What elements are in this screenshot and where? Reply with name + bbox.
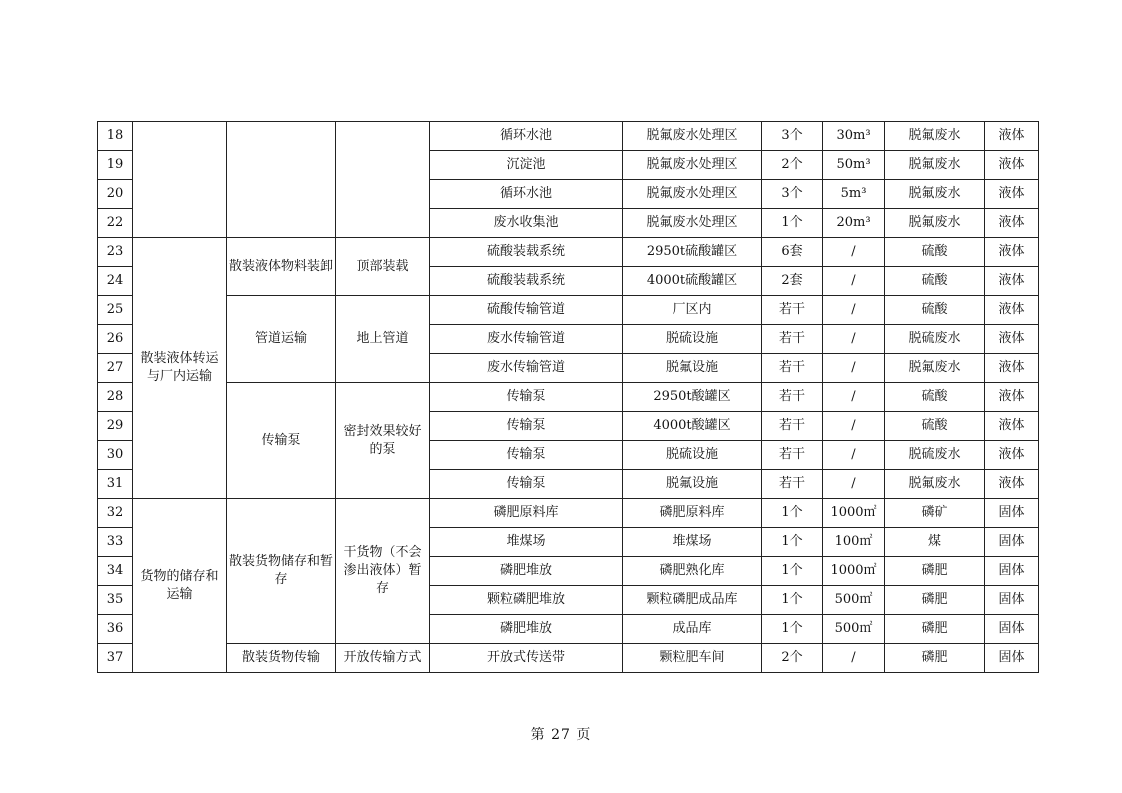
quantity-cell: 1个 (762, 499, 823, 528)
row-number: 31 (98, 470, 133, 499)
facility-cell: 硫酸装载系统 (430, 267, 623, 296)
material-cell: 硫酸 (885, 412, 985, 441)
quantity-cell: 若干 (762, 296, 823, 325)
subcategory-cell: 散装液体物料装卸 (227, 238, 336, 296)
size-cell: / (823, 644, 885, 673)
facility-cell: 颗粒磷肥堆放 (430, 586, 623, 615)
location-cell: 脱氟废水处理区 (623, 209, 762, 238)
row-number: 22 (98, 209, 133, 238)
quantity-cell: 2个 (762, 644, 823, 673)
facility-cell: 磷肥原料库 (430, 499, 623, 528)
category-cell: 货物的储存和运输 (133, 499, 227, 673)
subcategory-cell: 散装货物传输 (227, 644, 336, 673)
location-cell: 脱氟设施 (623, 354, 762, 383)
material-cell: 磷肥 (885, 586, 985, 615)
material-cell: 磷肥 (885, 615, 985, 644)
row-number: 27 (98, 354, 133, 383)
material-cell: 硫酸 (885, 238, 985, 267)
table-row (98, 238, 1039, 267)
location-cell: 2950t硫酸罐区 (623, 238, 762, 267)
row-number: 33 (98, 528, 133, 557)
material-cell: 硫酸 (885, 383, 985, 412)
facility-cell: 传输泵 (430, 441, 623, 470)
facility-cell: 开放式传送带 (430, 644, 623, 673)
subcategory-cell: 散装货物储存和暂存 (227, 499, 336, 644)
size-cell: / (823, 441, 885, 470)
material-cell: 脱氟废水 (885, 470, 985, 499)
material-cell: 脱氟废水 (885, 151, 985, 180)
subcategory-cell: 传输泵 (227, 383, 336, 499)
size-cell: / (823, 238, 885, 267)
state-cell: 液体 (985, 267, 1039, 296)
table-row (98, 296, 1039, 325)
quantity-cell: 若干 (762, 325, 823, 354)
row-number: 19 (98, 151, 133, 180)
row-number: 28 (98, 383, 133, 412)
location-cell: 磷肥熟化库 (623, 557, 762, 586)
state-cell: 固体 (985, 644, 1039, 673)
page-number: 第 27 页 (530, 727, 592, 743)
row-number: 37 (98, 644, 133, 673)
location-cell: 成品库 (623, 615, 762, 644)
category-cell (133, 122, 227, 238)
size-cell: / (823, 354, 885, 383)
facility-cell: 硫酸装载系统 (430, 238, 623, 267)
size-cell: / (823, 412, 885, 441)
table-row (98, 383, 1039, 412)
table-row (98, 644, 1039, 673)
location-cell: 4000t硫酸罐区 (623, 267, 762, 296)
row-number: 18 (98, 122, 133, 151)
state-cell: 液体 (985, 180, 1039, 209)
size-cell: 5m³ (823, 180, 885, 209)
state-cell: 固体 (985, 615, 1039, 644)
facility-cell: 沉淀池 (430, 151, 623, 180)
facility-cell: 磷肥堆放 (430, 557, 623, 586)
facility-cell: 传输泵 (430, 383, 623, 412)
material-cell: 煤 (885, 528, 985, 557)
state-cell: 固体 (985, 557, 1039, 586)
location-cell: 脱硫设施 (623, 441, 762, 470)
material-cell: 磷肥 (885, 644, 985, 673)
state-cell: 固体 (985, 586, 1039, 615)
facility-cell: 废水传输管道 (430, 354, 623, 383)
facility-cell: 废水收集池 (430, 209, 623, 238)
facility-cell: 磷肥堆放 (430, 615, 623, 644)
table-body (98, 122, 1039, 673)
facility-table (97, 121, 1039, 673)
quantity-cell: 1个 (762, 209, 823, 238)
quantity-cell: 若干 (762, 383, 823, 412)
state-cell: 液体 (985, 209, 1039, 238)
location-cell: 脱氟设施 (623, 470, 762, 499)
facility-cell: 传输泵 (430, 412, 623, 441)
location-cell: 脱氟废水处理区 (623, 151, 762, 180)
method-cell (336, 122, 430, 238)
row-number: 24 (98, 267, 133, 296)
size-cell: 20m³ (823, 209, 885, 238)
material-cell: 硫酸 (885, 296, 985, 325)
row-number: 26 (98, 325, 133, 354)
size-cell: / (823, 383, 885, 412)
quantity-cell: 若干 (762, 412, 823, 441)
category-cell: 散装液体转运与厂内运输 (133, 238, 227, 499)
size-cell: / (823, 325, 885, 354)
row-number: 30 (98, 441, 133, 470)
quantity-cell: 2个 (762, 151, 823, 180)
row-number: 36 (98, 615, 133, 644)
location-cell: 2950t酸罐区 (623, 383, 762, 412)
facility-cell: 废水传输管道 (430, 325, 623, 354)
facility-cell: 堆煤场 (430, 528, 623, 557)
method-cell: 地上管道 (336, 296, 430, 383)
material-cell: 脱氟废水 (885, 209, 985, 238)
subcategory-cell (227, 122, 336, 238)
quantity-cell: 1个 (762, 615, 823, 644)
method-cell: 密封效果较好的泵 (336, 383, 430, 499)
quantity-cell: 6套 (762, 238, 823, 267)
state-cell: 固体 (985, 499, 1039, 528)
state-cell: 液体 (985, 441, 1039, 470)
state-cell: 液体 (985, 470, 1039, 499)
quantity-cell: 1个 (762, 586, 823, 615)
location-cell: 4000t酸罐区 (623, 412, 762, 441)
row-number: 20 (98, 180, 133, 209)
material-cell: 脱氟废水 (885, 122, 985, 151)
state-cell: 液体 (985, 151, 1039, 180)
size-cell: / (823, 296, 885, 325)
table-row (98, 122, 1039, 151)
state-cell: 液体 (985, 325, 1039, 354)
quantity-cell: 3个 (762, 180, 823, 209)
size-cell: / (823, 267, 885, 296)
row-number: 29 (98, 412, 133, 441)
row-number: 32 (98, 499, 133, 528)
size-cell: 50m³ (823, 151, 885, 180)
location-cell: 脱氟废水处理区 (623, 122, 762, 151)
location-cell: 颗粒磷肥成品库 (623, 586, 762, 615)
state-cell: 液体 (985, 354, 1039, 383)
facility-cell: 循环水池 (430, 180, 623, 209)
size-cell: 1000㎡ (823, 499, 885, 528)
quantity-cell: 若干 (762, 354, 823, 383)
method-cell: 开放传输方式 (336, 644, 430, 673)
material-cell: 脱氟废水 (885, 354, 985, 383)
material-cell: 硫酸 (885, 267, 985, 296)
location-cell: 厂区内 (623, 296, 762, 325)
quantity-cell: 若干 (762, 470, 823, 499)
state-cell: 液体 (985, 412, 1039, 441)
size-cell: 500㎡ (823, 586, 885, 615)
material-cell: 脱氟废水 (885, 180, 985, 209)
quantity-cell: 3个 (762, 122, 823, 151)
row-number: 35 (98, 586, 133, 615)
material-cell: 磷肥 (885, 557, 985, 586)
state-cell: 液体 (985, 122, 1039, 151)
material-cell: 脱硫废水 (885, 325, 985, 354)
size-cell: 30m³ (823, 122, 885, 151)
quantity-cell: 1个 (762, 528, 823, 557)
subcategory-cell: 管道运输 (227, 296, 336, 383)
location-cell: 颗粒肥车间 (623, 644, 762, 673)
location-cell: 磷肥原料库 (623, 499, 762, 528)
quantity-cell: 2套 (762, 267, 823, 296)
row-number: 25 (98, 296, 133, 325)
facility-cell: 硫酸传输管道 (430, 296, 623, 325)
row-number: 23 (98, 238, 133, 267)
size-cell: / (823, 470, 885, 499)
state-cell: 液体 (985, 238, 1039, 267)
state-cell: 液体 (985, 296, 1039, 325)
row-number: 34 (98, 557, 133, 586)
state-cell: 固体 (985, 528, 1039, 557)
quantity-cell: 若干 (762, 441, 823, 470)
method-cell: 顶部装载 (336, 238, 430, 296)
state-cell: 液体 (985, 383, 1039, 412)
location-cell: 脱硫设施 (623, 325, 762, 354)
location-cell: 脱氟废水处理区 (623, 180, 762, 209)
quantity-cell: 1个 (762, 557, 823, 586)
size-cell: 100㎡ (823, 528, 885, 557)
facility-cell: 传输泵 (430, 470, 623, 499)
method-cell: 干货物（不会渗出液体）暂存 (336, 499, 430, 644)
material-cell: 磷矿 (885, 499, 985, 528)
size-cell: 1000㎡ (823, 557, 885, 586)
table-row (98, 499, 1039, 528)
material-cell: 脱硫废水 (885, 441, 985, 470)
location-cell: 堆煤场 (623, 528, 762, 557)
facility-cell: 循环水池 (430, 122, 623, 151)
size-cell: 500㎡ (823, 615, 885, 644)
